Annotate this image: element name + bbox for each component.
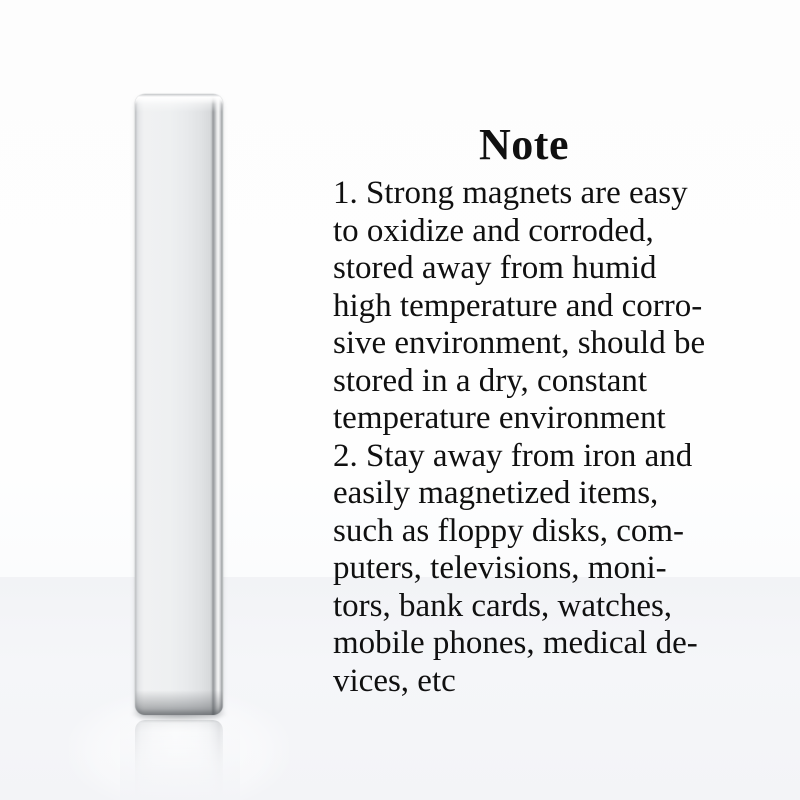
- note-line: tors, bank cards, watches,: [333, 587, 673, 624]
- note-line: 1. Strong magnets are easy: [333, 175, 688, 211]
- note-line: easily magnetized items,: [333, 475, 659, 511]
- note-line: 2. Stay away from iron and: [333, 437, 693, 474]
- magnet-reflection: [135, 720, 223, 800]
- note-line: puters, televisions, moni-: [333, 550, 667, 586]
- note-line: mobile phones, medical de-: [333, 625, 698, 661]
- note-body: [333, 175, 715, 700]
- note-line: high temperature and corro-: [333, 287, 703, 324]
- note-line: vices, etc: [333, 662, 456, 699]
- note-line: such as floppy disks, com-: [333, 512, 685, 549]
- note-block: [333, 120, 715, 700]
- note-title: Note: [479, 120, 569, 169]
- note-line: temperature environment: [333, 400, 666, 436]
- note-line: to oxidize and corroded,: [333, 212, 654, 249]
- note-line: stored away from humid: [333, 250, 657, 286]
- note-line: stored in a dry, constant: [333, 362, 648, 399]
- note-line: sive environment, should be: [333, 325, 706, 361]
- bar-magnet-photo: [135, 94, 223, 715]
